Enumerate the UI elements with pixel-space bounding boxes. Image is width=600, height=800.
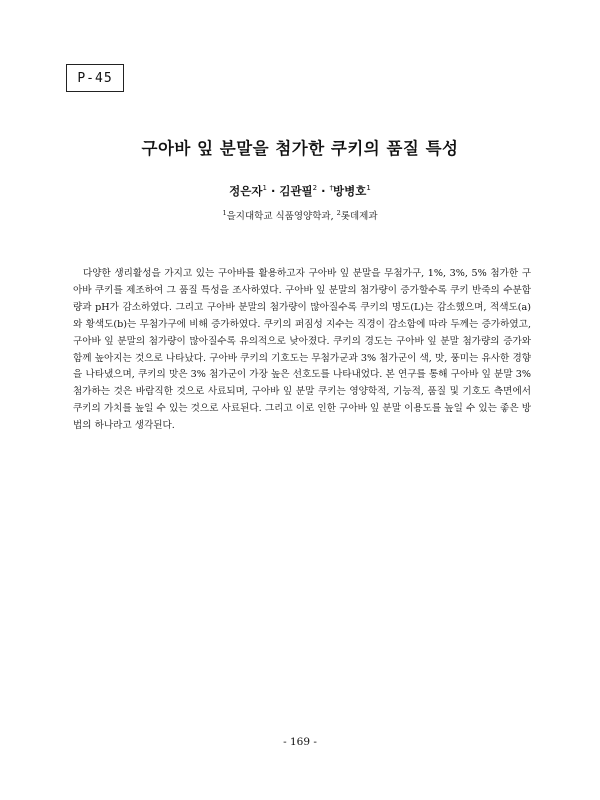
corresponding-author-mark: † <box>329 184 334 192</box>
author-name: 방병호 <box>333 184 367 198</box>
author-name: 김관필 <box>279 184 313 198</box>
affiliation-mark: 1 <box>222 209 227 217</box>
affiliation-mark: 2 <box>336 209 341 217</box>
author-line <box>0 183 600 199</box>
affiliation-line <box>0 208 600 222</box>
poster-id-label: P-45 <box>66 64 124 92</box>
author-name: 정은자 <box>229 184 263 198</box>
author-affiliation-mark: 2 <box>312 184 318 192</box>
abstract-paragraph: 다양한 생리활성을 가지고 있는 구아바를 활용하고자 구아바 잎 분말을 무첨가구, 1%, 3%, 5% 첨가한 구아바 쿠키를 제조하여 그 품질 특성을 조사하였다. 구아바 잎 분말의 첨가량이 증가할수록 쿠키 반죽의 수분함량과 pH가 감소하였다. 그리고 구아바 분말의 첨가량이 많아질수록 쿠키의 명도(L)는 감소했으며, 적색도(a)와 황색도(b)는 무첨가구에 비해 증가하였다. 쿠키의 퍼짐성 지수는 직경이 감소함에 따라 두께는 증가하였고, 구아바 잎 분말의 첨가량이 많아질수록 유의적으로 낮아졌다. 쿠키의 경도는 구아바 잎 분말 첨가량의 증가와 함께 높아지는 것으로 나타났다. 구아바 쿠키의 기호도는 무첨가군과 3% 첨가군이 색, 맛, 풍미는 유사한 경향을 나타냈으며, 쿠키의 맛은 3% 첨가군이 가장 높은 선호도를 나타내었다. 본 연구를 통해 구아바 잎 분말 3% 첨가하는 것은 바람직한 것으로 사료되며, 구아바 잎 분말 쿠키는 영양학적, 기능적, 품질 및 기호도 측면에서 쿠키의 가치를 높일 수 있는 것으로 사료된다. 그리고 이로 인한 구아바 잎 분말 이용도를 높일 수 있는 좋은 방법의 하나라고 생각된다. <box>73 268 531 432</box>
author-affiliation-mark: 1 <box>366 184 371 192</box>
author-separator: · <box>266 184 280 198</box>
affiliation-name: 을지대학교 식품영양학과, <box>226 211 334 222</box>
author-separator: · <box>317 184 330 198</box>
paper-title: 구아바 잎 분말을 첨가한 쿠키의 품질 특성 <box>141 139 459 158</box>
author-affiliation-mark: 1 <box>262 184 267 192</box>
page-number: - 169 - <box>283 736 317 748</box>
affiliation-name: 롯데제과 <box>340 211 378 222</box>
